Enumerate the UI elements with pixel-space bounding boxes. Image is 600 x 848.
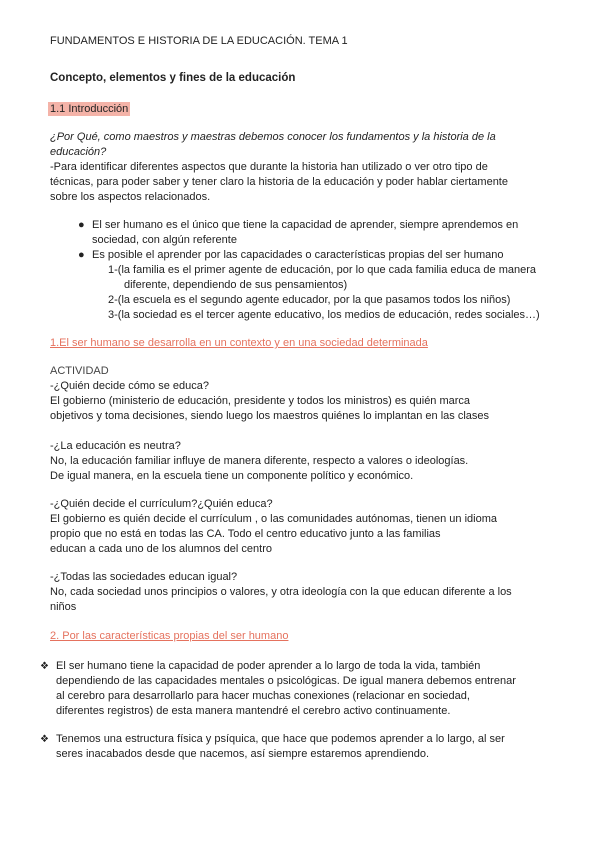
bullet-icon: ●	[78, 249, 85, 261]
section-title: Concepto, elementos y fines de la educación	[50, 72, 296, 84]
qa-question: -¿La educación es neutra?	[50, 440, 181, 452]
section2-link[interactable]: 2. Por las características propias del ser humano	[50, 630, 289, 642]
sub-list-item: 3-(la sociedad es el tercer agente educativo, los medios de educación, redes sociales…)	[108, 309, 540, 321]
qa-question: -¿Todas las sociedades educan igual?	[50, 571, 238, 583]
list-item: ❖ El ser humano tiene la capacidad de poder aprender a lo largo de toda la vida, también dependiendo de las capacidades mentales o psicológicas. De igual manera debemos entrenar al cerebro para desarrollarlo para hacer muchas conexiones (relacionar en sociedad, diferentes registros) de esta manera mantendré el cerebro activo continuamente.	[40, 660, 516, 717]
document-title: FUNDAMENTOS E HISTORIA DE LA EDUCACIÓN. TEMA 1	[50, 35, 348, 47]
qa-answer: niños	[50, 601, 77, 613]
qa-answer: objetivos y toma decisiones, siendo luego los maestros quiénes lo implantan en las clases	[50, 410, 490, 422]
section1-heading	[50, 336, 570, 351]
activity-label: ACTIVIDAD	[50, 365, 109, 377]
bullet-icon: ●	[78, 219, 85, 231]
sub-list-item: 1-(la familia es el primer agente de educación, por lo que cada familia educa de manera diferente, dependiendo de sus pensamientos)	[108, 264, 537, 291]
intro-heading	[50, 102, 570, 117]
section1-link[interactable]: 1.El ser humano se desarrolla en un contexto y en una sociedad determinada	[50, 337, 428, 349]
diamond-bullet-icon: ❖	[40, 734, 49, 745]
section2-heading	[50, 629, 570, 644]
diamond-bullet-icon: ❖	[40, 661, 49, 672]
sub-list-item: 2-(la escuela es el segundo agente educador, por la que pasamos todos los niños)	[108, 294, 511, 306]
highlighted-heading: 1.1 Introducción	[50, 103, 129, 115]
qa-answer: No, la educación familiar influye de manera diferente, respecto a valores o ideologías.	[50, 455, 469, 467]
qa-question: -¿Quién decide el currículum?¿Quién educa?	[50, 498, 273, 510]
qa-answer: educan a cada uno de los alumnos del centro	[50, 543, 272, 555]
qa-block	[50, 570, 570, 615]
qa-block	[50, 497, 570, 557]
list-item: ● Es posible el aprender por las capacidades o características propias del ser humano 1-(la familia es el primer agente de educación, por lo que cada familia educa de manera diferente, dependiendo de sus pensamientos) 2-(la escuela es el segundo agente educador, por la que pasamos todos los niños) 3-(la sociedad es el tercer agente educativo, los medios de educación, redes sociales…)	[78, 248, 578, 323]
activity-block	[50, 364, 570, 424]
qa-answer: propio que no está en todas las CA. Todo el centro educativo junto a las familias	[50, 528, 441, 540]
intro-answer: -Para identificar diferentes aspectos que durante la historia han utilizado o ver otro tipo de técnicas, para poder saber y tener claro la historia de la educación y poder hablar ciertamente sobre los aspectos relacionados.	[50, 161, 508, 203]
qa-answer: El gobierno (ministerio de educación, presidente y todos los ministros) es quién marca	[50, 395, 471, 407]
qa-answer: No, cada sociedad unos principios o valores, y otra ideología con la que educan diferente a los	[50, 586, 512, 598]
qa-block	[50, 439, 570, 484]
intro-question: ¿Por Qué, como maestros y maestras debemos conocer los fundamentos y la historia de la educación?	[50, 131, 496, 158]
intro-bullet-list	[78, 218, 578, 323]
qa-answer: El gobierno es quién decide el currículum , o las comunidades autónomas, tienen un idioma	[50, 513, 497, 525]
qa-question: -¿Quién decide cómo se educa?	[50, 380, 209, 392]
qa-answer: De igual manera, en la escuela tiene un componente político y económico.	[50, 470, 414, 482]
list-item: ● El ser humano es el único que tiene la capacidad de aprender, siempre aprendemos en sociedad, con algún referente	[78, 219, 519, 246]
list-item: ❖ Tenemos una estructura física y psíquica, que hace que podemos aprender a lo largo, al ser seres inacabados desde que nacemos, así siempre estaremos aprendiendo.	[40, 733, 505, 760]
